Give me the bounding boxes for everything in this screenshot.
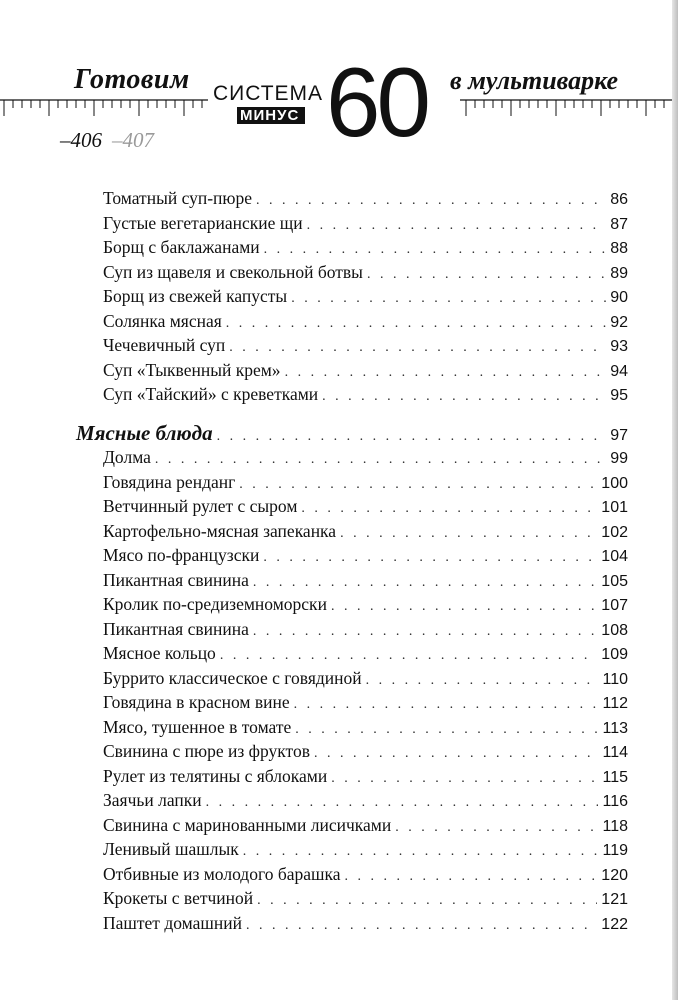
toc-entry-title: Отбивные из молодого барашка bbox=[103, 863, 341, 884]
toc-entry[interactable] bbox=[103, 382, 628, 407]
leader-dots bbox=[291, 287, 606, 312]
toc-entry[interactable] bbox=[103, 568, 628, 593]
toc-entry-title: Долма bbox=[103, 447, 151, 467]
toc-entry-title: Пикантная свинина bbox=[103, 569, 249, 590]
section-page: 97 bbox=[610, 426, 628, 444]
toc-entry[interactable] bbox=[103, 592, 628, 617]
toc-entry-title: Борщ из свежей капусты bbox=[103, 286, 288, 306]
leader-dots bbox=[257, 889, 597, 914]
leader-dots bbox=[331, 595, 597, 620]
toc-entry-title: Мясо по-французски bbox=[103, 545, 260, 565]
toc-entry-page: 120 bbox=[601, 866, 628, 884]
toc-entry-title: Ленивый шашлык bbox=[103, 839, 239, 859]
header-left-title: Готовим bbox=[74, 64, 190, 95]
toc-entry-page: 88 bbox=[610, 240, 628, 257]
leader-dots bbox=[263, 546, 597, 571]
toc-entry-page: 112 bbox=[602, 695, 628, 712]
leader-dots bbox=[366, 669, 599, 694]
toc-entry-title: Буррито классическое с говядиной bbox=[103, 667, 362, 688]
toc-entry-page: 107 bbox=[601, 597, 628, 614]
toc-entry-title: Томатный суп-пюре bbox=[103, 188, 253, 208]
toc-entry-title: Говядина в красном вине bbox=[103, 692, 290, 712]
toc-entry[interactable] bbox=[103, 862, 628, 887]
toc-entry-title: Мясное кольцо bbox=[103, 643, 216, 663]
toc-entry[interactable] bbox=[103, 494, 628, 519]
toc-entry[interactable] bbox=[103, 358, 628, 383]
leader-dots bbox=[226, 312, 606, 337]
leader-dots bbox=[217, 425, 607, 450]
toc-entry[interactable] bbox=[103, 764, 628, 789]
toc-entry-title: Рулет из телятины с яблоками bbox=[103, 765, 328, 786]
toc-entry-title: Крокеты с ветчиной bbox=[103, 888, 254, 908]
toc-entry-title: Борщ с баклажанами bbox=[103, 237, 260, 257]
toc-entry[interactable] bbox=[103, 641, 628, 666]
toc-entry[interactable] bbox=[103, 813, 628, 838]
toc-entry-title: Солянка мясная bbox=[103, 310, 222, 331]
toc-entry-page: 99 bbox=[610, 450, 628, 467]
brand-minus: МИНУС bbox=[237, 107, 305, 124]
toc-entry-page: 109 bbox=[601, 646, 628, 663]
meat-list bbox=[103, 445, 628, 935]
toc-entry-page: 100 bbox=[601, 474, 628, 492]
toc-entry[interactable] bbox=[103, 788, 628, 813]
toc-entry[interactable] bbox=[103, 284, 628, 309]
leader-dots bbox=[295, 718, 598, 743]
toc-entry[interactable] bbox=[103, 911, 628, 936]
leader-dots bbox=[345, 865, 598, 890]
toc-entry-title: Чечевичный суп bbox=[103, 335, 226, 355]
toc-entry-page: 122 bbox=[601, 915, 628, 933]
toc-entry-title: Густые вегетарианские щи bbox=[103, 212, 303, 233]
toc-entry-page: 92 bbox=[610, 313, 628, 331]
toc-entry-page: 108 bbox=[601, 621, 628, 639]
toc-entry-page: 104 bbox=[601, 548, 628, 565]
leader-dots bbox=[246, 914, 597, 939]
toc-entry-title: Свинина с маринованными лисичками bbox=[103, 814, 392, 835]
toc-entry-page: 113 bbox=[602, 719, 628, 737]
page-numbers bbox=[60, 128, 154, 153]
toc-entry[interactable] bbox=[103, 543, 628, 568]
toc-entry[interactable] bbox=[103, 739, 628, 764]
section-heading-meat[interactable] bbox=[76, 421, 628, 446]
toc-entry-page: 116 bbox=[602, 793, 628, 810]
toc-entry[interactable] bbox=[103, 445, 628, 470]
leader-dots bbox=[229, 336, 606, 361]
toc-entry-page: 101 bbox=[601, 499, 628, 516]
toc-entry-title: Свинина с пюре из фруктов bbox=[103, 741, 310, 761]
toc-entry-title: Ветчинный рулет с сыром bbox=[103, 496, 298, 516]
running-header bbox=[0, 0, 678, 175]
toc-entry[interactable] bbox=[103, 886, 628, 911]
leader-dots bbox=[253, 620, 597, 645]
toc-entry-title: Суп из щавеля и свекольной ботвы bbox=[103, 261, 363, 282]
toc-entry[interactable] bbox=[103, 470, 628, 495]
toc-entry-page: 87 bbox=[610, 215, 628, 233]
toc-entry-page: 93 bbox=[610, 338, 628, 355]
toc-entry[interactable] bbox=[103, 333, 628, 358]
toc-entry-title: Суп «Тыквенный крем» bbox=[103, 359, 281, 380]
leader-dots bbox=[367, 263, 606, 288]
header-right-title: в мультиварке bbox=[450, 66, 619, 95]
leader-dots bbox=[340, 522, 597, 547]
leader-dots bbox=[256, 189, 606, 214]
toc-entry-page: 110 bbox=[602, 670, 628, 688]
toc-entry-page: 95 bbox=[610, 387, 628, 404]
leader-dots bbox=[331, 767, 598, 792]
leader-dots bbox=[301, 497, 597, 522]
toc-entry-title: Мясо, тушенное в томате bbox=[103, 716, 292, 737]
toc-entry[interactable] bbox=[103, 211, 628, 236]
toc-entry-title: Картофельно-мясная запеканка bbox=[103, 520, 337, 541]
leader-dots bbox=[395, 816, 598, 841]
brand-system: СИСТЕМА bbox=[213, 82, 324, 105]
toc-entry-title: Суп «Тайский» с креветками bbox=[103, 384, 319, 404]
leader-dots bbox=[307, 214, 607, 239]
toc-entry[interactable] bbox=[103, 235, 628, 260]
toc-entry-page: 114 bbox=[602, 744, 628, 761]
toc-entry[interactable] bbox=[103, 260, 628, 285]
toc-entry-page: 105 bbox=[601, 572, 628, 590]
section-title: Мясные блюда bbox=[76, 420, 213, 445]
toc-entry-title: Паштет домашний bbox=[103, 912, 242, 933]
brand-number: 60 bbox=[326, 47, 428, 157]
toc-entry[interactable] bbox=[103, 837, 628, 862]
toc-entry-page: 102 bbox=[601, 523, 628, 541]
toc-entry-page: 115 bbox=[602, 768, 628, 786]
toc-entry-title: Заячьи лапки bbox=[103, 790, 202, 810]
toc-entry-page: 119 bbox=[602, 842, 628, 859]
toc-entry-title: Пикантная свинина bbox=[103, 618, 249, 639]
toc-entry[interactable] bbox=[103, 617, 628, 642]
leader-dots bbox=[285, 361, 607, 386]
toc-entry[interactable] bbox=[103, 186, 628, 211]
toc-entry-page: 94 bbox=[610, 362, 628, 380]
toc-entry-page: 90 bbox=[610, 289, 628, 306]
soups-list bbox=[103, 186, 628, 407]
leader-dots bbox=[294, 693, 599, 718]
toc-entry[interactable] bbox=[103, 309, 628, 334]
toc-entry-page: 86 bbox=[610, 191, 628, 208]
leader-dots bbox=[314, 742, 599, 767]
page-number-right: –407 bbox=[112, 128, 154, 152]
toc-entry-page: 118 bbox=[602, 817, 628, 835]
toc-entry-title: Говядина ренданг bbox=[103, 471, 236, 492]
leader-dots bbox=[322, 385, 606, 410]
toc-entry[interactable] bbox=[103, 715, 628, 740]
toc-entry[interactable] bbox=[103, 519, 628, 544]
toc-entry-page: 121 bbox=[601, 891, 628, 908]
toc-entry[interactable] bbox=[103, 666, 628, 691]
table-of-contents bbox=[76, 186, 628, 935]
toc-entry-page: 89 bbox=[610, 264, 628, 282]
page-number-left: –406 bbox=[60, 128, 102, 152]
toc-entry[interactable] bbox=[103, 690, 628, 715]
toc-entry-title: Кролик по-средиземноморски bbox=[103, 594, 327, 614]
